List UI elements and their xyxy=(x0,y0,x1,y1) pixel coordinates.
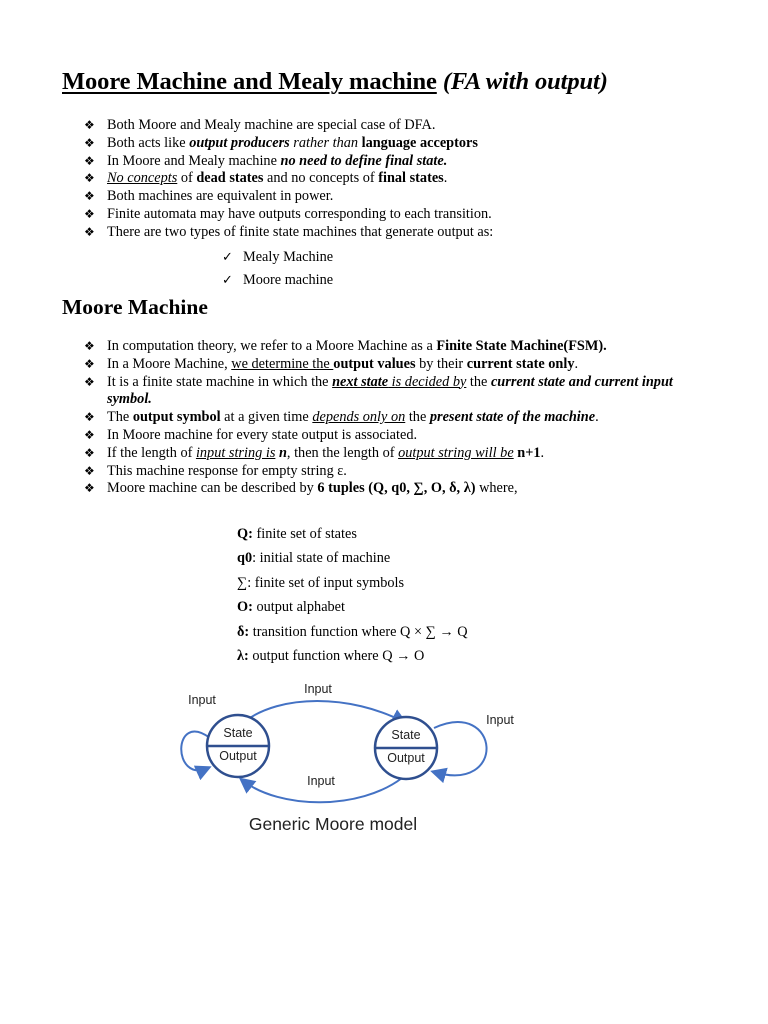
bullet-text: There are two types of finite state machines that generate output as: xyxy=(107,223,494,240)
tuple-item xyxy=(237,522,468,546)
bullet-text: , then the length of xyxy=(286,444,399,461)
diagram-caption: Generic Moore model xyxy=(248,814,418,834)
tuple-item xyxy=(237,595,468,619)
moore-bullet-list xyxy=(84,338,707,498)
output-label: Output xyxy=(219,749,257,763)
transition-arrow-top xyxy=(244,701,404,722)
bold-text: final states xyxy=(378,170,444,187)
list-item xyxy=(84,463,707,481)
bullet-text: . xyxy=(540,444,545,461)
emphasis-text: no need to define final state. xyxy=(280,152,448,169)
self-loop-left xyxy=(181,732,210,771)
list-item xyxy=(84,188,707,206)
tuple-description: output function where Q → O xyxy=(248,648,425,665)
bullet-text: If the length of xyxy=(107,444,196,461)
underlined-text: depends only on xyxy=(312,409,406,426)
tuple-description: : finite set of input symbols xyxy=(247,574,405,591)
tuple-item xyxy=(237,546,468,570)
title-subtitle: (FA with output) xyxy=(442,68,608,95)
tuple-symbol: δ: xyxy=(237,623,250,640)
tuple-symbol: O: xyxy=(237,599,253,616)
input-label-left-loop: Input xyxy=(188,693,216,707)
bullet-text: This machine response for empty string ε. xyxy=(107,462,347,479)
bold-text: output symbol xyxy=(132,409,221,426)
bullet-text: The xyxy=(107,409,133,426)
underlined-text: output string will be xyxy=(398,444,514,461)
bold-text: 6 tuples (Q, q0, ∑, O, δ, λ) xyxy=(317,480,476,497)
state-label: State xyxy=(391,728,421,742)
bullet-text: at a given time xyxy=(220,409,313,426)
tuple-description: finite set of states xyxy=(252,526,357,542)
tuple-item xyxy=(237,644,468,668)
bullet-text: the xyxy=(405,409,430,426)
list-item xyxy=(84,445,707,463)
emphasis-text: present state of the machine xyxy=(429,409,596,426)
list-item xyxy=(84,153,707,171)
bullet-text: In a Moore Machine, xyxy=(107,355,232,372)
bullet-text: In computation theory, we refer to a Moore Machine as a xyxy=(107,338,437,354)
output-label: Output xyxy=(387,751,425,765)
emphasis-text: output producers xyxy=(189,134,290,151)
bold-text: dead states xyxy=(196,170,264,187)
list-item xyxy=(84,224,707,242)
bullet-text: Finite automata may have outputs corresponding to each transition. xyxy=(107,205,492,222)
check-item-moore: ✓ Moore machine xyxy=(222,269,333,292)
tuple-symbol: Q: xyxy=(237,526,253,542)
emphasis-text: current state and current input symbol. xyxy=(107,373,673,408)
bullet-text: by their xyxy=(415,355,467,372)
list-item xyxy=(84,409,707,427)
list-item xyxy=(84,356,707,374)
underlined-text: input string is xyxy=(195,444,276,461)
bold-text: current state only xyxy=(466,355,575,372)
underlined-text: No concepts xyxy=(107,170,178,187)
bullet-text: In Moore machine for every state output is associated. xyxy=(107,426,418,443)
bold-text: language acceptors xyxy=(361,134,478,151)
bullet-text: . xyxy=(595,409,599,426)
tuple-description: : initial state of machine xyxy=(252,550,391,567)
bullet-text: Both machines are equivalent in power. xyxy=(107,188,334,205)
bullet-text: and no concepts of xyxy=(263,170,379,187)
tuple-description: output alphabet xyxy=(252,599,346,616)
list-item xyxy=(84,427,707,445)
bullet-text: . xyxy=(443,170,448,187)
emphasis-text: next state xyxy=(332,373,389,390)
emphasis-text: n xyxy=(275,444,287,461)
machine-types-list xyxy=(222,246,333,292)
bold-text: output values xyxy=(333,355,416,372)
check-item-mealy: ✓ Mealy Machine xyxy=(222,246,333,269)
bullet-text: . xyxy=(574,355,579,372)
section-title-moore: Moore Machine xyxy=(62,295,208,319)
input-label-right-loop: Input xyxy=(486,713,514,727)
bold-text: n+1 xyxy=(513,444,541,461)
state-node-2 xyxy=(375,717,437,779)
bullet-text: the xyxy=(466,373,491,390)
underlined-text: we determine the xyxy=(231,355,334,372)
list-item xyxy=(84,135,707,153)
bullet-text: In Moore and Mealy machine xyxy=(107,152,281,169)
list-item xyxy=(84,374,707,410)
title-main: Moore Machine and Mealy machine xyxy=(62,68,437,95)
tuple-symbol: λ: xyxy=(237,648,249,665)
underlined-text: is decided by xyxy=(388,373,467,390)
tuple-symbol: ∑ xyxy=(237,574,248,591)
list-item xyxy=(84,338,707,356)
list-item xyxy=(84,117,707,135)
state-label: State xyxy=(223,726,253,740)
intro-bullet-list xyxy=(84,117,707,242)
tuple-item xyxy=(237,620,468,644)
state-node-1 xyxy=(207,715,269,777)
bullet-text: Both acts like xyxy=(107,134,190,151)
input-label-bottom: Input xyxy=(307,774,335,788)
bold-text: Finite State Machine(FSM). xyxy=(436,338,607,354)
list-item xyxy=(84,480,707,498)
list-item xyxy=(84,206,707,224)
bullet-text: Moore machine can be described by xyxy=(107,480,318,497)
bullet-text: It is a finite state machine in which the xyxy=(107,373,333,390)
bullet-text: of xyxy=(177,170,197,187)
list-item xyxy=(84,170,707,188)
italic-text: rather than xyxy=(289,134,362,151)
bullet-text: where, xyxy=(475,480,518,497)
tuple-item xyxy=(237,571,468,595)
input-label-top: Input xyxy=(304,682,332,696)
moore-model-diagram xyxy=(170,676,530,846)
tuple-description: transition function where Q × ∑ → Q xyxy=(249,623,468,640)
tuple-symbol: q0 xyxy=(237,550,253,567)
page-title xyxy=(62,68,608,96)
tuple-definitions xyxy=(237,522,468,668)
self-loop-right xyxy=(434,722,487,775)
bullet-text: Both Moore and Mealy machine are special case of DFA. xyxy=(107,117,436,133)
